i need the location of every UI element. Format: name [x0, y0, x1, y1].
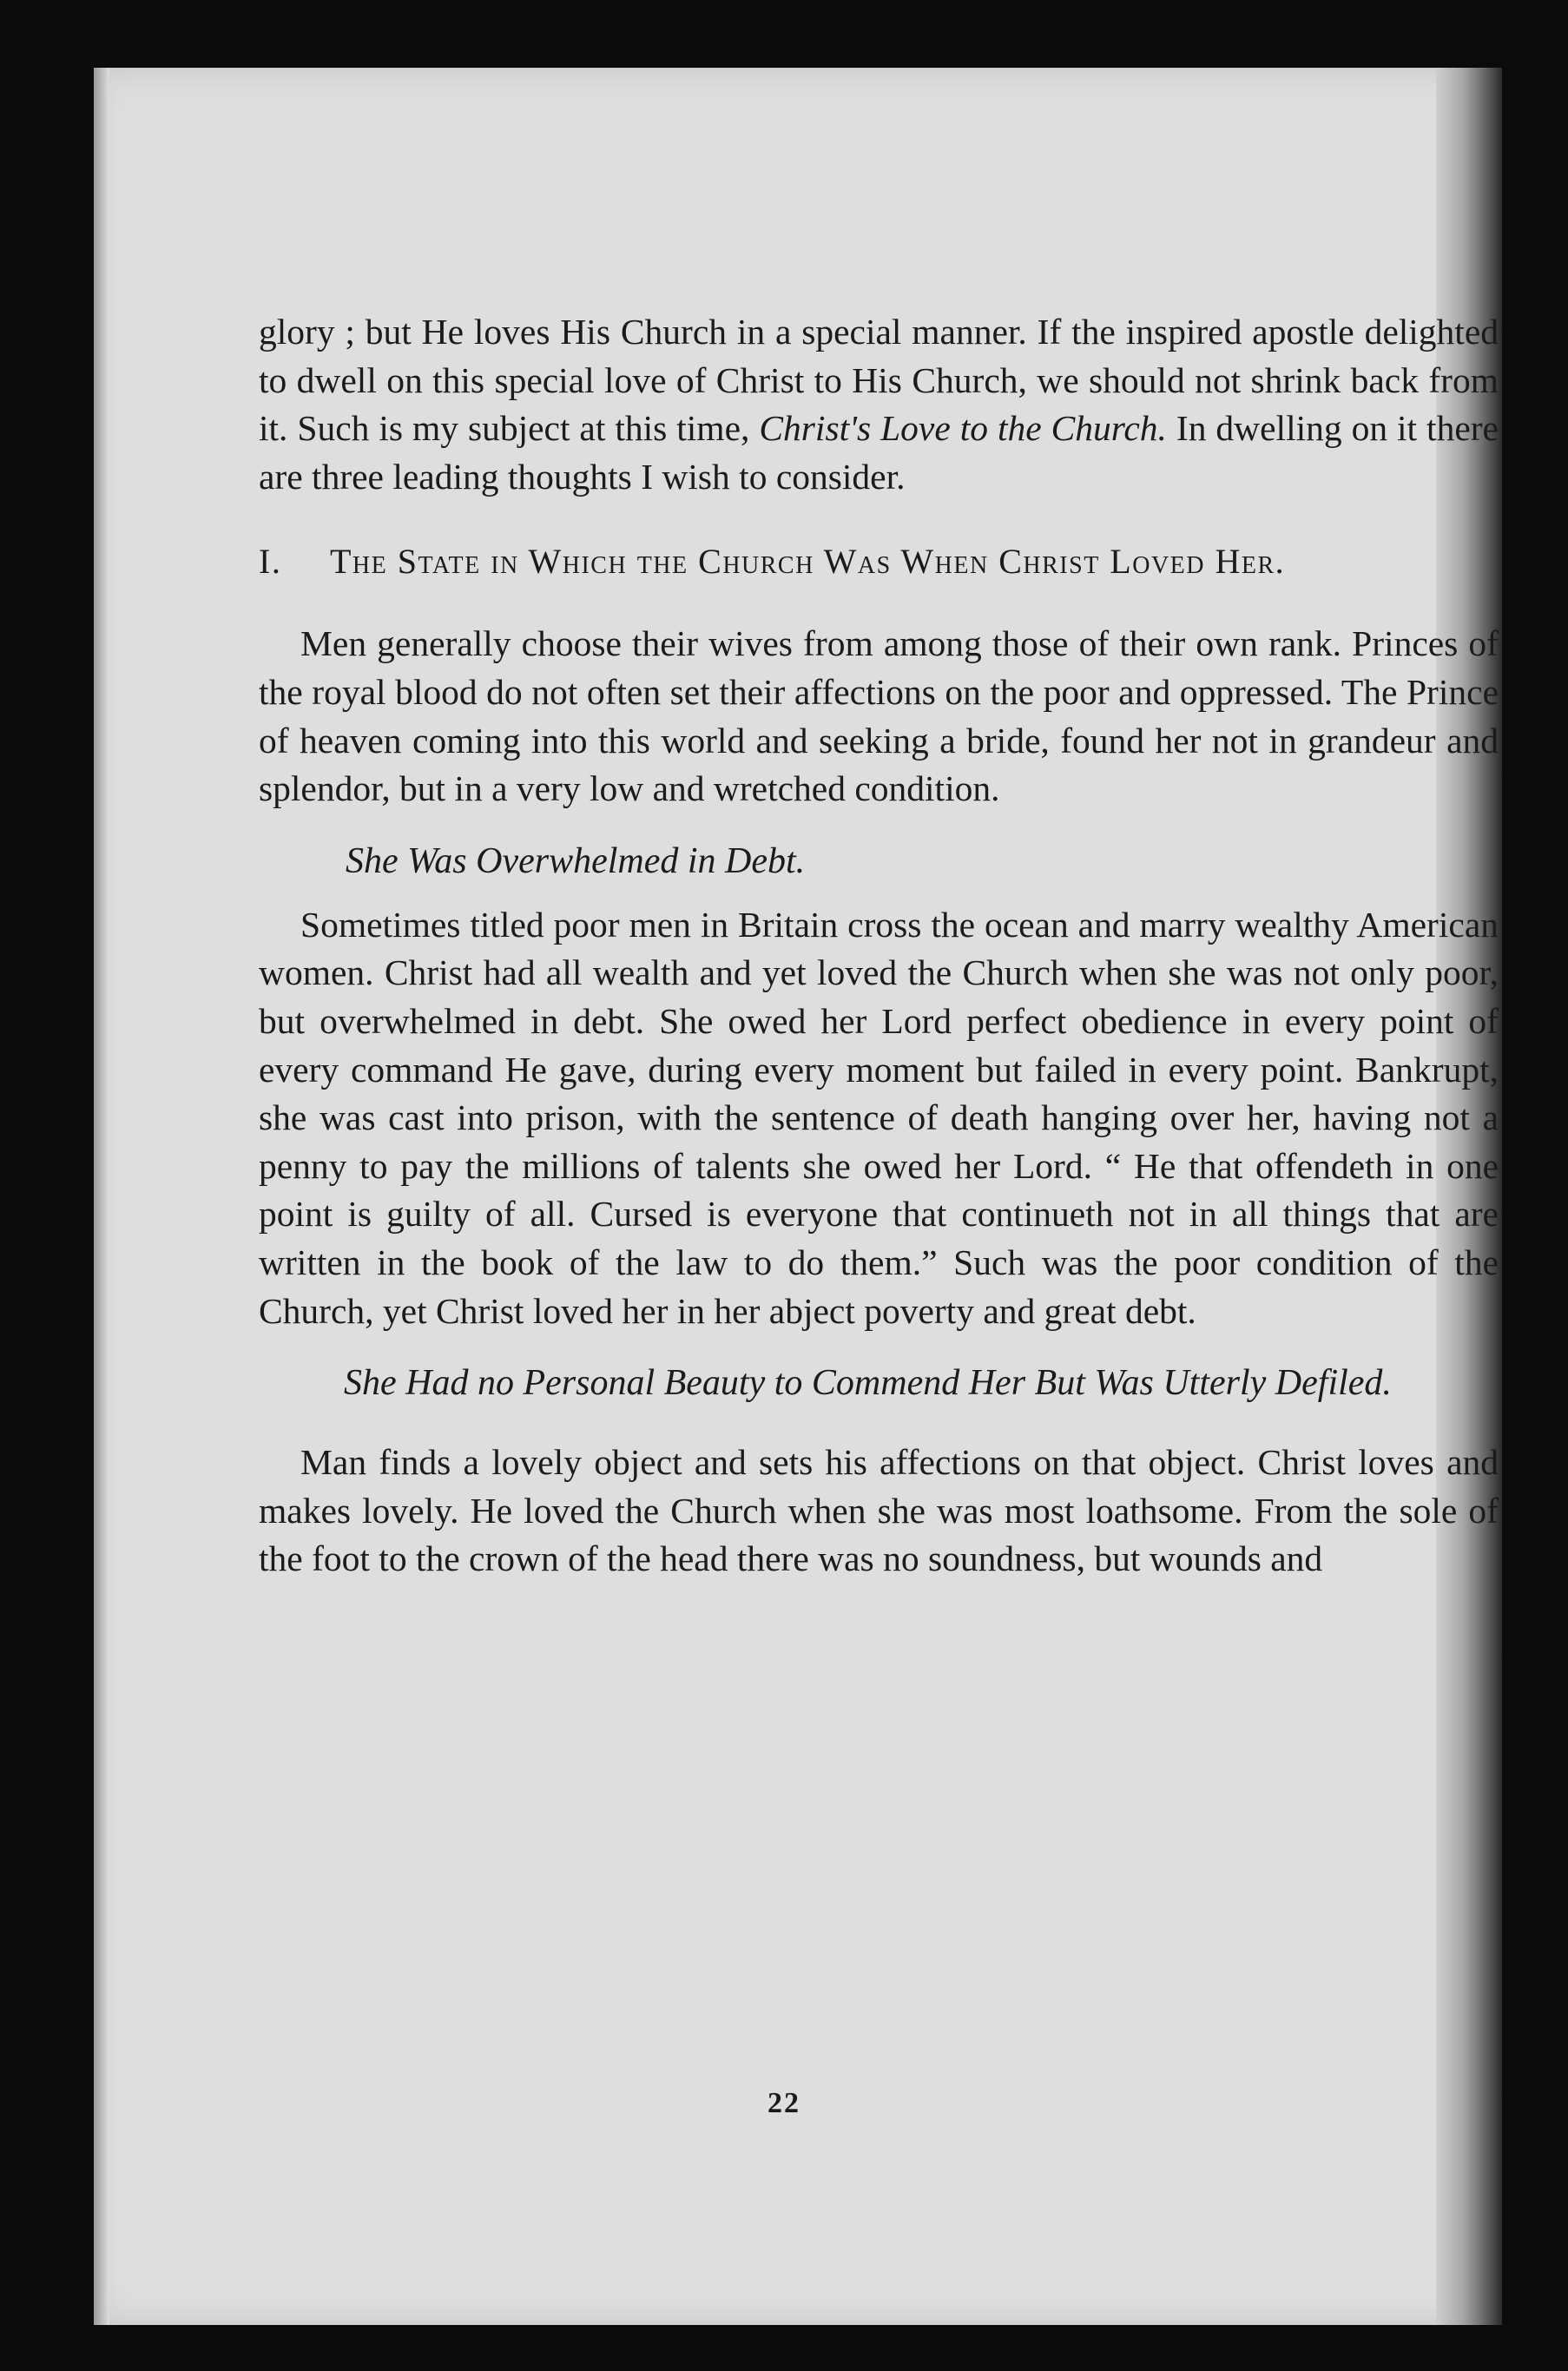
intro-text-start: glory ; but He loves His Church in a special manner. If the inspired apostle delighted to dwell on this special love of Christ to His Church, we should not shrink back from it. Such is my subject at this time,	[259, 312, 1499, 449]
paragraph-debt: Sometimes titled poor men in Britain cross the ocean and marry wealthy American women. Christ had all wealth and yet loved the Church when she was not only poor, but overwhelmed in debt. She owed her Lord perfect obedience in every point of every command He gave, during every moment but failed in every point. Bankrupt, she was cast into prison, with the sentence of death hanging over her, having not a penny to pay the millions of talents she owed her Lord. “ He that offendeth in one point is guilty of all. Cursed is everyone that continueth not in all things that are written in the book of the law to do them.” Such was the poor condition of the Church, yet Christ loved her in her abject poverty and great debt.	[259, 904, 1499, 1331]
section-number: I.	[259, 542, 282, 582]
page-text	[259, 308, 1499, 1584]
intro-text-end: In dwelling on it there are three leading thoughts I wish to consider.	[259, 408, 1499, 497]
page-number: 22	[768, 2087, 800, 2119]
page-left-edge	[94, 68, 109, 2325]
section-heading	[259, 537, 1499, 585]
subheading-beauty: She Had no Personal Beauty to Commend Her But Was Utterly Defiled.	[344, 1363, 1392, 1404]
paragraph-rank: Men generally choose their wives from among those of their own rank. Princes of the royal blood do not often set their affections on the poor and oppressed. The Prince of heaven coming into this world and seeking a bride, found her not in grandeur and splendor, but in a very low and wretched condition.	[259, 623, 1499, 809]
subheading-debt: She Was Overwhelmed in Debt.	[346, 840, 806, 881]
section-heading-text: The State in Which the Church Was When Christ Loved Her.	[330, 542, 1286, 582]
intro-paragraph	[259, 308, 1499, 501]
sermon-title: Christ's Love to the Church.	[759, 408, 1167, 449]
paragraph-lovely: Man finds a lovely object and sets his affections on that object. Christ loves and makes lovely. He loved the Church when she was most loathsome. From the sole of the foot to the crown of the head there was no soundness, but wounds and	[259, 1442, 1499, 1579]
